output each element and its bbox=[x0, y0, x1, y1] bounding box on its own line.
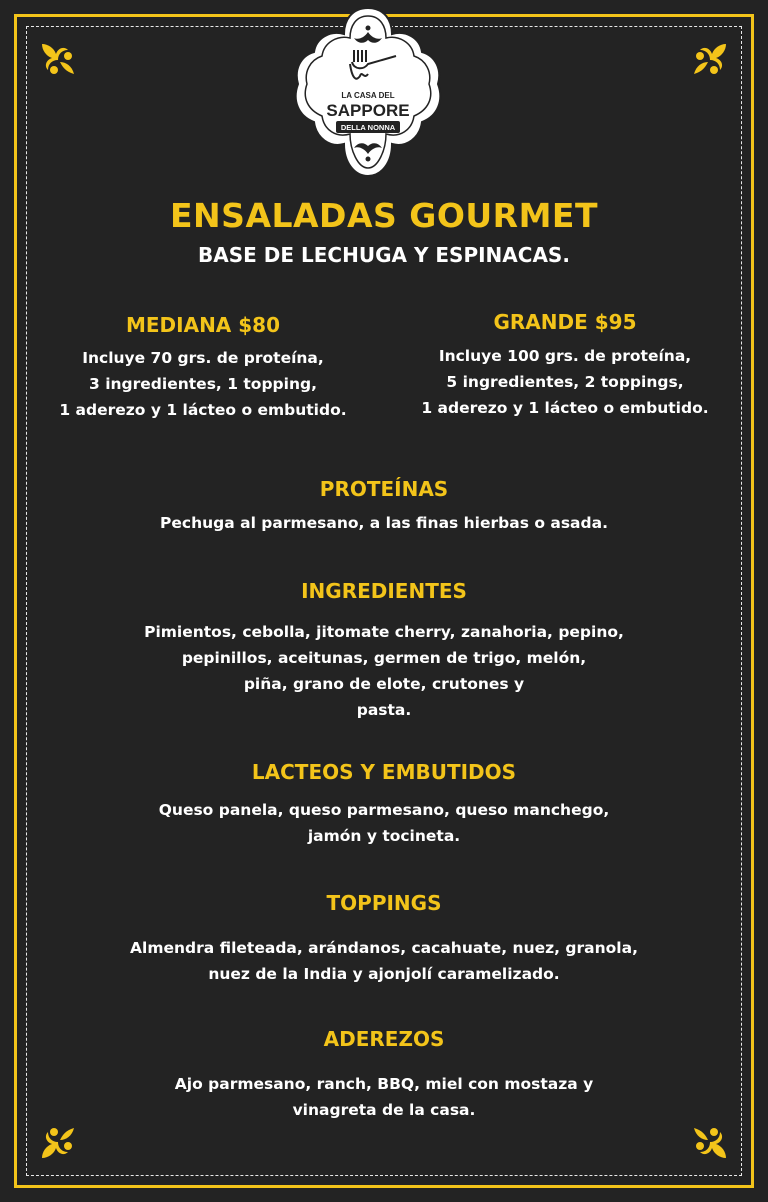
size-mediana-line: 1 aderezo y 1 lácteo o embutido. bbox=[59, 401, 347, 419]
menu-subtitle: BASE DE LECHUGA Y ESPINACAS. bbox=[198, 243, 570, 267]
size-grande-description bbox=[400, 343, 730, 421]
restaurant-logo bbox=[292, 4, 444, 184]
size-grande-line: Incluye 100 grs. de proteína, bbox=[438, 347, 692, 365]
logo-bottom-text: DELLA NONNA bbox=[340, 123, 396, 132]
section-line: Almendra fileteada, arándanos, cacahuate, nuez, granola, bbox=[130, 939, 638, 957]
section-toppings-title: TOPPINGS bbox=[326, 891, 442, 915]
ornament-top-left-icon bbox=[38, 40, 82, 84]
size-mediana-title: MEDIANA $80 bbox=[125, 313, 280, 337]
section-line: pasta. bbox=[356, 701, 412, 719]
size-grande-line: 1 aderezo y 1 lácteo o embutido. bbox=[421, 399, 709, 417]
section-line: Pechuga al parmesano, a las finas hierbas o asada. bbox=[160, 514, 608, 532]
ornament-top-right-icon bbox=[686, 40, 730, 84]
menu-title: ENSALADAS GOURMET bbox=[170, 196, 598, 235]
section-lacteos-title: LACTEOS Y EMBUTIDOS bbox=[251, 760, 517, 784]
section-aderezos-title: ADEREZOS bbox=[323, 1027, 445, 1051]
section-line: Pimientos, cebolla, jitomate cherry, zanahoria, pepino, bbox=[144, 623, 624, 641]
section-proteinas-text bbox=[0, 510, 768, 536]
section-line: Ajo parmesano, ranch, BBQ, miel con mostaza y bbox=[174, 1075, 594, 1093]
section-line: jamón y tocineta. bbox=[307, 827, 461, 845]
section-proteinas-title: PROTEÍNAS bbox=[319, 477, 449, 501]
ornament-bottom-left-icon bbox=[38, 1118, 82, 1162]
size-mediana-line: 3 ingredientes, 1 topping, bbox=[89, 375, 317, 393]
size-grande-line: 5 ingredientes, 2 toppings, bbox=[446, 373, 684, 391]
section-line: nuez de la India y ajonjolí caramelizado. bbox=[208, 965, 560, 983]
section-line: pepinillos, aceitunas, germen de trigo, melón, bbox=[181, 649, 587, 667]
size-mediana-description bbox=[38, 345, 368, 423]
section-ingredientes-text bbox=[0, 619, 768, 723]
section-ingredientes-title: INGREDIENTES bbox=[301, 579, 467, 603]
section-lacteos-text bbox=[0, 797, 768, 849]
section-toppings-text bbox=[0, 935, 768, 987]
logo-top-text: LA CASA DEL bbox=[341, 91, 395, 100]
section-line: piña, grano de elote, crutones y bbox=[243, 675, 525, 693]
section-aderezos-text bbox=[0, 1071, 768, 1123]
section-line: Queso panela, queso parmesano, queso manchego, bbox=[158, 801, 610, 819]
size-grande-title: GRANDE $95 bbox=[493, 310, 637, 334]
size-mediana-line: Incluye 70 grs. de proteína, bbox=[82, 349, 324, 367]
logo-name: SAPPORE bbox=[326, 101, 410, 120]
ornament-bottom-right-icon bbox=[686, 1118, 730, 1162]
section-line: vinagreta de la casa. bbox=[292, 1101, 476, 1119]
